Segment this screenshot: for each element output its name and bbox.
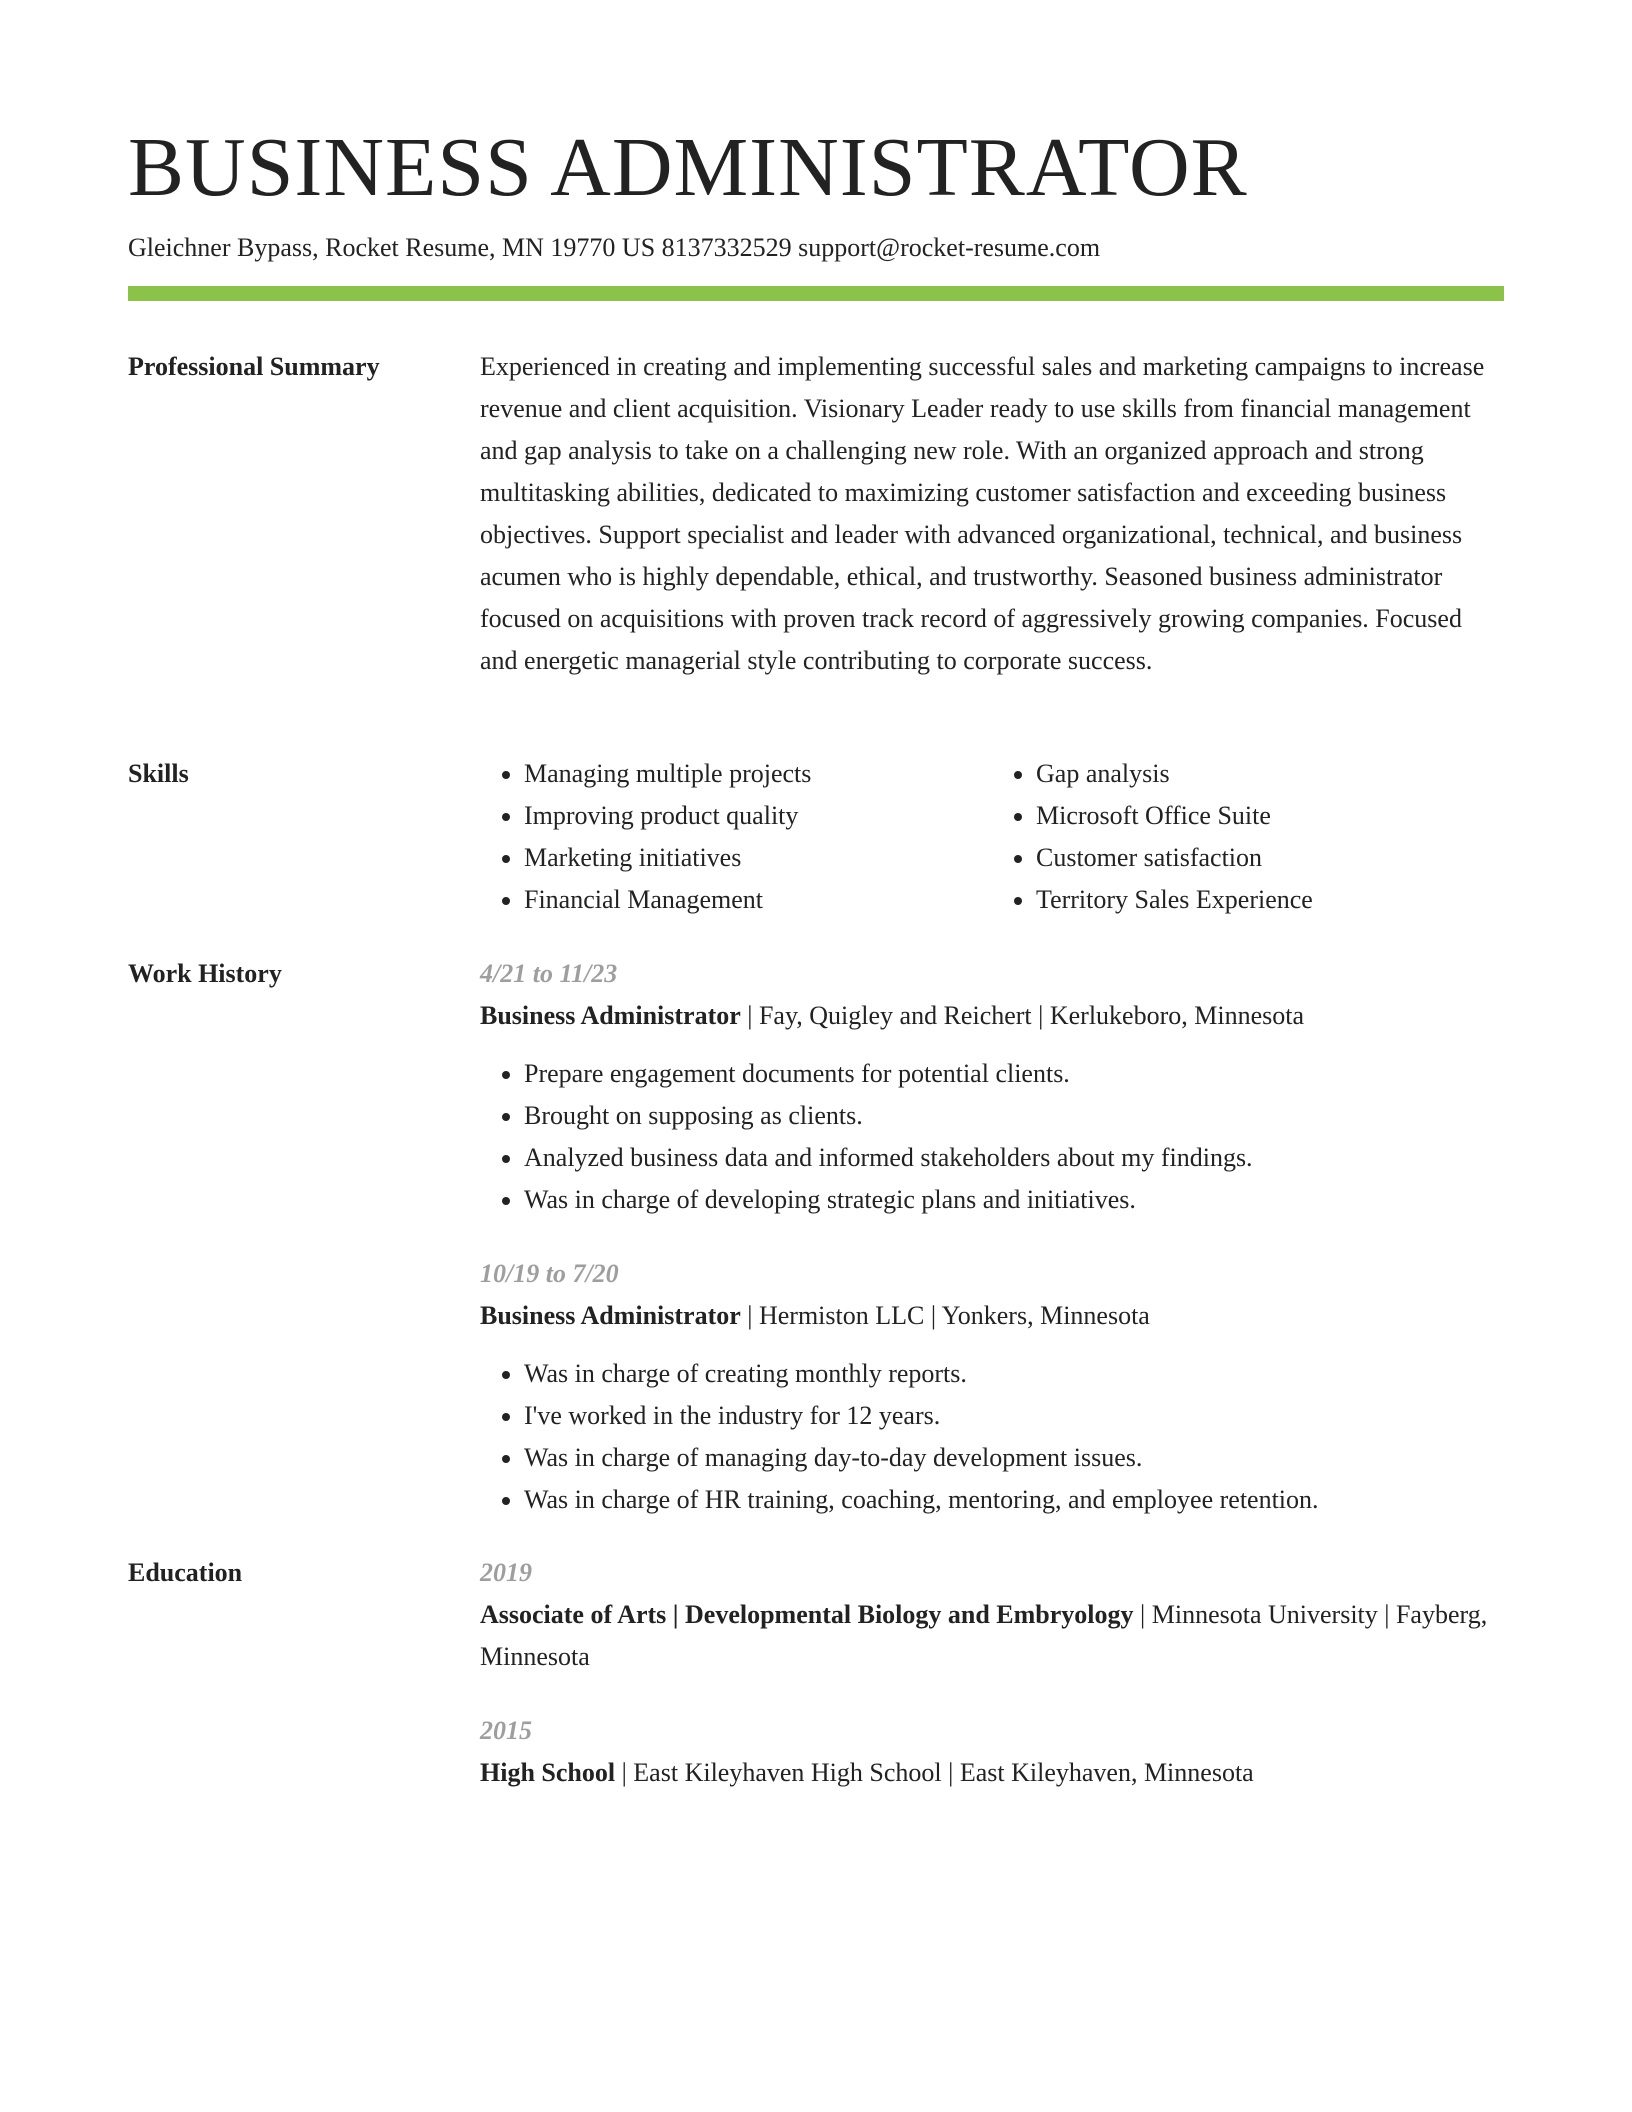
job-heading xyxy=(480,995,1504,1037)
job-duty: • I've worked in the industry for 12 years. xyxy=(524,1395,1504,1437)
job-duty: • Prepare engagement documents for potential clients. xyxy=(524,1053,1504,1095)
skills-column-right xyxy=(992,753,1504,921)
skills-column-left xyxy=(480,753,992,921)
skill-item: • Improving product quality xyxy=(524,795,992,837)
job-details: | Hermiston LLC | Yonkers, Minnesota xyxy=(740,1301,1150,1330)
education-heading-line xyxy=(480,1752,1504,1794)
education-year: 2015 xyxy=(480,1716,532,1745)
job-duty: • Was in charge of creating monthly reports. xyxy=(524,1353,1504,1395)
education-year: 2019 xyxy=(480,1558,532,1587)
job-details: | Fay, Quigley and Reichert | Kerlukeboro, Minnesota xyxy=(740,1001,1305,1030)
education-entry xyxy=(480,1710,1504,1794)
job-duty: • Was in charge of HR training, coaching, mentoring, and employee retention. xyxy=(524,1479,1504,1521)
job-duty: • Brought on supposing as clients. xyxy=(524,1095,1504,1137)
contact-info: Gleichner Bypass, Rocket Resume, MN 19770 US 8137332529 support@rocket-resume.com xyxy=(128,233,1101,262)
job-title: Business Administrator xyxy=(480,1001,741,1030)
work-history-heading: Work History xyxy=(128,959,282,988)
skills-grid xyxy=(480,753,1504,921)
header-divider xyxy=(128,286,1504,301)
summary-heading: Professional Summary xyxy=(128,352,380,381)
job-duties xyxy=(480,1053,1504,1221)
skill-item: • Microsoft Office Suite xyxy=(1036,795,1504,837)
job-entry xyxy=(480,1253,1504,1521)
education-heading-line xyxy=(480,1594,1504,1678)
job-dates: 4/21 to 11/23 xyxy=(480,959,618,988)
job-duty: • Was in charge of developing strategic plans and initiatives. xyxy=(524,1179,1504,1221)
education-degree: Associate of Arts | Developmental Biology and Embryology xyxy=(480,1600,1134,1629)
job-dates: 10/19 to 7/20 xyxy=(480,1259,619,1288)
education-details: | Minnesota University | Fayberg, Minnesota xyxy=(480,1600,1488,1671)
education-details: | East Kileyhaven High School | East Kileyhaven, Minnesota xyxy=(615,1758,1254,1787)
education-heading: Education xyxy=(128,1558,243,1587)
skills-heading: Skills xyxy=(128,759,189,788)
job-duties xyxy=(480,1353,1504,1521)
education-entry xyxy=(480,1552,1504,1678)
skill-item: • Managing multiple projects xyxy=(524,753,992,795)
education-degree: High School xyxy=(480,1758,616,1787)
skill-item: • Territory Sales Experience xyxy=(1036,879,1504,921)
job-title: Business Administrator xyxy=(480,1301,741,1330)
skill-item: • Gap analysis xyxy=(1036,753,1504,795)
summary-text: Experienced in creating and implementing successful sales and marketing campaigns to increase revenue and client acquisition. Visionary Leader ready to use skills from financial management and gap analysis to take on a challenging new role. With an organized approach and strong multitasking abilities, dedicated to maximizing customer satisfaction and exceeding business objectives. Support specialist and leader with advanced organizational, technical, and business acumen who is highly dependable, ethical, and trustworthy. Seasoned business administrator focused on acquisitions with proven track record of aggressively growing companies. Focused and energetic managerial style contributing to corporate success. xyxy=(480,352,1485,675)
skill-item: • Marketing initiatives xyxy=(524,837,992,879)
job-duty: • Was in charge of managing day-to-day development issues. xyxy=(524,1437,1504,1479)
job-duty: • Analyzed business data and informed stakeholders about my findings. xyxy=(524,1137,1504,1179)
job-entry xyxy=(480,953,1504,1221)
resume-title: BUSINESS ADMINISTRATOR xyxy=(128,121,1248,214)
skill-item: • Financial Management xyxy=(524,879,992,921)
job-heading xyxy=(480,1295,1504,1337)
skill-item: • Customer satisfaction xyxy=(1036,837,1504,879)
